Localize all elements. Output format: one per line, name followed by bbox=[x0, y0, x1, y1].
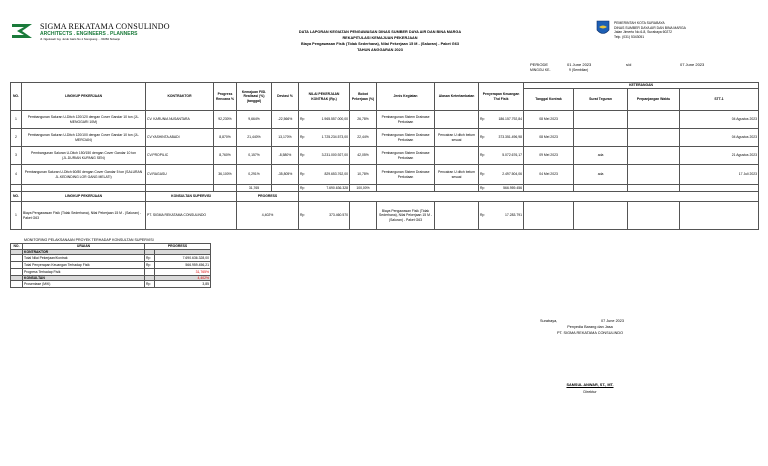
row-teguran bbox=[574, 129, 628, 147]
row-penyerapan: 373.351.496,98 bbox=[488, 129, 524, 147]
row-kontraktor: CV. KARUNIA NUSANTARA bbox=[146, 111, 214, 129]
row-jenis: Pembangunan Sistem Drainase Perkotaan bbox=[377, 147, 435, 165]
sup-jenis: Biaya Pengawasan Fisik (Tidak Sederhana), Nilai Pekerjaan 15 M - (Saluran) - Paket G63 bbox=[377, 202, 435, 230]
mon-row-rp: Rp bbox=[145, 255, 155, 262]
supervisi-header-row bbox=[11, 192, 759, 202]
mon-row-value: 31,765% bbox=[155, 269, 211, 276]
title-line-2: REKAPITULASI KEMAJUAN PEKERJAAN bbox=[342, 35, 418, 40]
sign-city: Surabaya, bbox=[540, 319, 558, 323]
company-tagline: ARCHITECTS . ENGINEERS . PLANNERS bbox=[40, 31, 138, 37]
row-penyerapan: 186.157.792,84 bbox=[488, 111, 524, 129]
mon-col-no: NO. bbox=[11, 244, 23, 250]
supervisi-row bbox=[11, 202, 759, 230]
govt-line-4: Telp. (031) 5343051 bbox=[614, 34, 645, 39]
row-alasan: Pencairan U ditch belum sesuai bbox=[435, 165, 479, 185]
row-deviasi: -22,566% bbox=[272, 111, 299, 129]
col-tgl-kontrak: Tanggal Kontrak bbox=[524, 89, 574, 111]
table-row bbox=[11, 129, 759, 147]
company-name: SIGMA REKATAMA CONSULINDO bbox=[40, 22, 170, 31]
monitoring-title: MONITORING PELAKSANAAN PROYEK TERHADAP KONSULTAN SUPERVISI bbox=[24, 238, 154, 242]
row-bobot: 22,44% bbox=[350, 129, 377, 147]
row-tgl-kontrak: 08 Mei 2023 bbox=[524, 111, 574, 129]
row-stt: 04 Agustus 2023 bbox=[680, 129, 759, 147]
row-teguran: ada bbox=[574, 147, 628, 165]
row-jenis: Pembangunan Sistem Drainase Perkotaan bbox=[377, 129, 435, 147]
col-jenis: Jenis Kegiatan bbox=[377, 83, 435, 111]
mon-row-label: Progress Terhadap Fisik bbox=[23, 269, 145, 276]
col-lingkup: LINGKUP PEKERJAAN bbox=[22, 83, 146, 111]
list-item bbox=[11, 255, 211, 262]
row-nilai: 829.653.762,00 bbox=[308, 165, 350, 185]
sign-name: SAMSUL ANWAR, ST., MT. bbox=[566, 383, 614, 387]
table-row bbox=[11, 111, 759, 129]
sup-col-no: NO. bbox=[11, 192, 22, 202]
row-rp: Rp bbox=[299, 111, 308, 129]
col-no: NO. bbox=[11, 83, 22, 111]
col-bobot: Bobot Pekerjaan (%) bbox=[350, 83, 377, 111]
report-title bbox=[230, 30, 530, 54]
row-perpanjangan bbox=[628, 147, 680, 165]
col-surat-teguran: Surat Teguran bbox=[574, 89, 628, 111]
row-nilai: 1.965.557.000,00 bbox=[308, 111, 350, 129]
company-logo bbox=[10, 22, 36, 40]
row-perpanjangan bbox=[628, 111, 680, 129]
title-line-1: DATA LAPORAN KEGIATAN PENGAWASAN DINAS SUMBER DAYA AIR DAN BINA MARGA bbox=[298, 30, 462, 34]
row-penyerapan: 5.072.676,17 bbox=[488, 147, 524, 165]
row-deviasi: -8,580% bbox=[272, 147, 299, 165]
mon-prosentase-rp: Rp bbox=[145, 281, 155, 288]
col-stt: STT-1 bbox=[680, 89, 759, 111]
sign-company: PT. SIGMA REKATAMA CONSULINDO bbox=[556, 331, 624, 335]
row-jenis: Pembangunan Sistem Drainase Perkotaan bbox=[377, 165, 435, 185]
govt-header bbox=[614, 21, 686, 39]
row-deviasi: 13,170% bbox=[272, 129, 299, 147]
list-item bbox=[11, 281, 211, 288]
row-rp: Rp bbox=[299, 165, 308, 185]
sup-no: 1 bbox=[11, 202, 22, 230]
col-deviasi: Deviasi % bbox=[272, 83, 299, 111]
row-no: 4 bbox=[11, 165, 22, 185]
sup-col-progress: PROGRESS bbox=[237, 192, 299, 202]
sup-progress: 4,402% bbox=[237, 202, 299, 230]
row-rp2: Rp bbox=[479, 165, 488, 185]
row-perpanjangan bbox=[628, 165, 680, 185]
week-label: MINGGU KE- bbox=[530, 68, 551, 72]
total-penyerapan: 566.959.456 bbox=[488, 185, 524, 192]
row-jenis: Pembangunan Sistem Drainase Perkotaan bbox=[377, 111, 435, 129]
row-rp2: Rp bbox=[479, 111, 488, 129]
row-alasan bbox=[435, 147, 479, 165]
period-from: 01 June 2023 bbox=[567, 62, 592, 67]
row-alasan bbox=[435, 111, 479, 129]
row-kontraktor: CV.RAGASU bbox=[146, 165, 214, 185]
totals-row bbox=[11, 185, 759, 192]
row-lingkup: Pembangunan Saluran U-Ditch 60/80 dengan Cover Gandar 5 ton (SALURAN JL.KEDINDING LOR GANG MELATI) bbox=[22, 165, 146, 185]
row-tgl-kontrak: 08 Mei 2023 bbox=[524, 129, 574, 147]
col-keterangan: KETERANGAN bbox=[524, 83, 759, 89]
mon-konsultan-value: 4,402% bbox=[155, 276, 211, 281]
row-no: 3 bbox=[11, 147, 22, 165]
total-rp2: Rp bbox=[479, 185, 488, 192]
company-address: Jl. Ngeluweh Gg. Jeruk Garis No.1 Srengseng ... 60282 Sidoarjo bbox=[40, 37, 121, 41]
sup-col-konsultan: KONSULTAN SUPERVISI bbox=[146, 192, 237, 202]
row-lingkup: Pembangunan Saluran U-Ditch 150/150 dengan Cover Gandar 10 ton (JL.DURIAN KUPANG SEN) bbox=[22, 147, 146, 165]
col-penyerapan: Penyerapan Keuangan Thd Fisik bbox=[479, 83, 524, 111]
sup-col-lingkup: LINGKUP PEKERJAAN bbox=[22, 192, 146, 202]
row-teguran: ada bbox=[574, 165, 628, 185]
col-rencana: Progress Rencana % bbox=[214, 83, 237, 111]
monitoring-table bbox=[10, 243, 211, 288]
col-alasan: Alasan Keterlambatan bbox=[435, 83, 479, 111]
mon-col-progress: PROGRESS bbox=[145, 244, 211, 250]
govt-line-1: PEMERINTAH KOTA SURABAYA bbox=[614, 21, 665, 25]
total-bobot: 100,00% bbox=[350, 185, 377, 192]
sup-rp2: Rp bbox=[479, 202, 488, 230]
row-bobot: 42,05% bbox=[350, 147, 377, 165]
row-penyerapan: 2.497.504,06 bbox=[488, 165, 524, 185]
mon-row-value: 566.959.456,21 bbox=[155, 262, 211, 269]
row-deviasi: -35,805% bbox=[272, 165, 299, 185]
row-rp2: Rp bbox=[479, 147, 488, 165]
table-row bbox=[11, 147, 759, 165]
sup-lingkup: Biaya Pengawasan Fisik (Tidak Sederhana), Nilai Pekerjaan 15 M - (Saluran) - Paket G63 bbox=[22, 202, 146, 230]
week-number: 9 (Sembilan) bbox=[569, 68, 589, 72]
row-nilai: 1.725.234.573,00 bbox=[308, 129, 350, 147]
title-line-3: Biaya Pengawasan Fisik (Tidak Sederhana), Nilai Pekerjaan 15 M - (Saluran) - Paket G63 bbox=[301, 41, 459, 46]
total-rp: Rp bbox=[299, 185, 308, 192]
row-tgl-kontrak: 04 Mei 2023 bbox=[524, 165, 574, 185]
row-stt: 04 Agustus 2023 bbox=[680, 111, 759, 129]
mon-kontraktor: KONTRAKTOR bbox=[23, 250, 145, 255]
period-sep: s/d bbox=[626, 62, 632, 67]
table-row bbox=[11, 165, 759, 185]
mon-row-value: 7.690.636.328,00 bbox=[155, 255, 211, 262]
row-perpanjangan bbox=[628, 129, 680, 147]
row-lingkup: Pembangunan Saluran U-Ditch 120/120 dengan Cover Gandar 10 ton (JL. MENGGARI 10M) bbox=[22, 111, 146, 129]
row-tgl-kontrak: 09 Mei 2023 bbox=[524, 147, 574, 165]
sup-nilai: 373.460.570 bbox=[308, 202, 350, 230]
mon-prosentase-label: Prosentase (M/K) bbox=[23, 281, 145, 288]
row-rp2: Rp bbox=[479, 129, 488, 147]
row-rencana: 92,230% bbox=[214, 111, 237, 129]
govt-line-2: DINAS SUMBER DAYA AIR DAN BINA MARGA bbox=[614, 25, 686, 30]
row-rencana: 8,760% bbox=[214, 147, 237, 165]
mon-prosentase-value: 3,85 bbox=[155, 281, 211, 288]
row-realisasi: 0,291% bbox=[237, 165, 272, 185]
row-no: 1 bbox=[11, 111, 22, 129]
row-bobot: 10,78% bbox=[350, 165, 377, 185]
period-label: PERIODE bbox=[530, 62, 549, 67]
period-to: 07 June 2023 bbox=[680, 62, 705, 67]
mon-row-rp bbox=[145, 269, 155, 276]
sign-role-line: Penyedia Barang dan Jasa bbox=[567, 325, 613, 329]
total-nilai: 7.690.636.328 bbox=[308, 185, 350, 192]
row-rencana: 36,100% bbox=[214, 165, 237, 185]
list-item bbox=[11, 262, 211, 269]
row-stt: 21 Agustus 2023 bbox=[680, 147, 759, 165]
row-rp: Rp bbox=[299, 129, 308, 147]
mon-row-label: Total Nilai Pekerjaan/Kontrak bbox=[23, 255, 145, 262]
surabaya-crest-icon bbox=[596, 20, 610, 37]
mon-konsultan: KONSULTAN bbox=[23, 276, 145, 281]
col-perpanjangan: Perpanjangan Waktu bbox=[628, 89, 680, 111]
sign-title: Direktur bbox=[583, 390, 597, 394]
sign-date: 07 June 2023 bbox=[601, 319, 625, 323]
col-kontraktor: KONTRAKTOR bbox=[146, 83, 214, 111]
row-realisasi: 9,664% bbox=[237, 111, 272, 129]
row-nilai: 3.231.000.927,00 bbox=[308, 147, 350, 165]
row-teguran bbox=[574, 111, 628, 129]
mon-row-rp: Rp bbox=[145, 262, 155, 269]
row-rencana: 8,870% bbox=[214, 129, 237, 147]
title-line-4: TAHUN ANGGARAN 2023 bbox=[357, 47, 403, 52]
sup-rp: Rp bbox=[299, 202, 308, 230]
progress-table bbox=[10, 82, 759, 230]
row-alasan: Pencairan U ditch belum sesuai bbox=[435, 129, 479, 147]
mon-col-uraian: URAIAN bbox=[23, 244, 145, 250]
govt-line-3: Jalan Jimerto No.6-8, Surabaya 60272 bbox=[614, 30, 673, 35]
total-realisasi: 31,765 bbox=[237, 185, 272, 192]
list-item bbox=[11, 269, 211, 276]
sup-penyerapan: 17.283.791 bbox=[488, 202, 524, 230]
row-realisasi: 0,157% bbox=[237, 147, 272, 165]
row-realisasi: 21,440% bbox=[237, 129, 272, 147]
mon-row-label: Total Penyerapan Keuangan Terhadap Fisik bbox=[23, 262, 145, 269]
row-kontraktor: CV.YASHINTA ABADI bbox=[146, 129, 214, 147]
row-bobot: 26,78% bbox=[350, 111, 377, 129]
row-stt: 17 Juli 2023 bbox=[680, 165, 759, 185]
row-no: 2 bbox=[11, 129, 22, 147]
col-nilai: NILAI PEKERJAAN KONTRAK (Rp.) bbox=[299, 83, 350, 111]
row-rp: Rp bbox=[299, 147, 308, 165]
row-kontraktor: CV.PROPILIC bbox=[146, 147, 214, 165]
sup-konsultan: PT. SIGMA REKATAMA CONSULINDO bbox=[146, 202, 237, 230]
col-realisasi: Kemajuan FISI. Realisasi (%) (tanggal) bbox=[237, 83, 272, 111]
row-lingkup: Pembangunan Saluran U-Ditch 120/100 dengan Cover Gandar 10 ton (JL. MERCIAN) bbox=[22, 129, 146, 147]
